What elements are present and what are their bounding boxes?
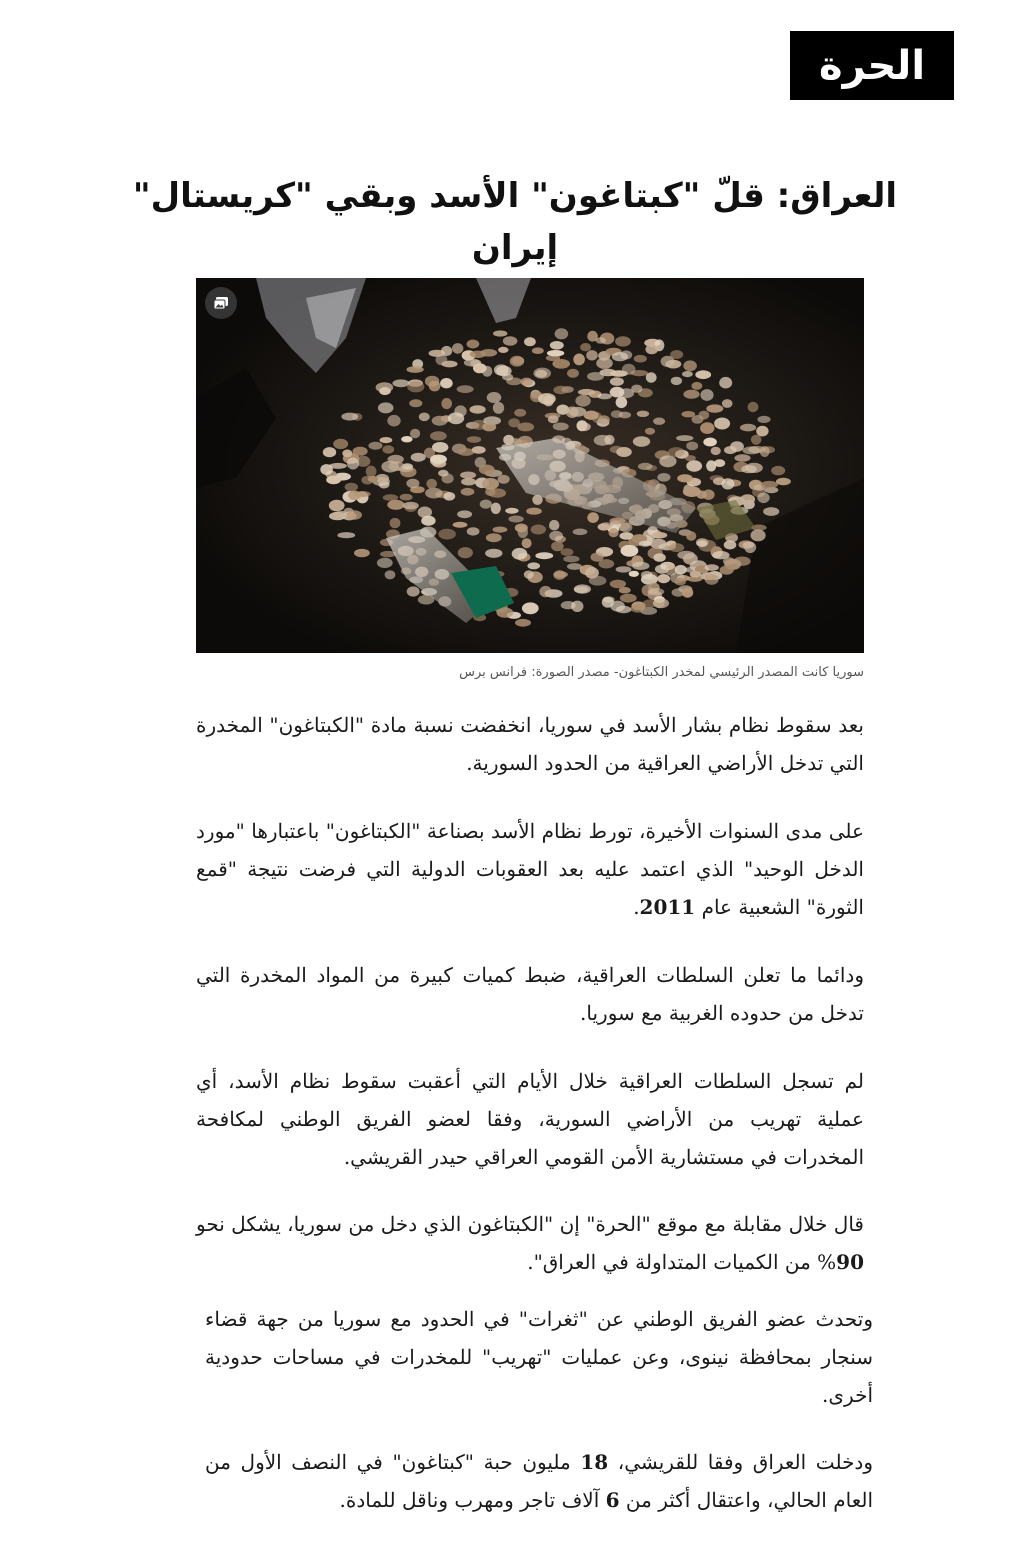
paragraph-7-middle: مليون حبة "كبتاغون" في النصف الأول من العام الحالي، واعتقال أكثر من — [205, 1450, 873, 1512]
pills-count-value: 18 — [580, 1450, 609, 1474]
captagon-pills-photo — [196, 278, 864, 653]
image-caption: سوريا كانت المصدر الرئيسي لمخدر الكبتاغون- مصدر الصورة: فرانس برس — [459, 665, 864, 680]
paragraph-5 — [196, 1205, 864, 1281]
gallery-icon[interactable] — [205, 287, 237, 319]
percent-value: 90 — [836, 1250, 864, 1274]
year-value: 2011 — [639, 895, 696, 919]
paragraph-6: وتحدث عضو الفريق الوطني عن "ثغرات" في الحدود مع سوريا من جهة قضاء سنجار بمحافظة نينوى، وعن عمليات "تهريب" للمخدرات في مساحات حدودية أخرى. — [205, 1307, 873, 1407]
image-icon — [214, 297, 228, 309]
paragraph-2-text: على مدى السنوات الأخيرة، تورط نظام الأسد بصناعة "الكبتاغون" باعتبارها "مورد الدخل الوحيد" الذي اعتمد عليه بعد العقوبات الدولية التي فرضت نتيجة "قمع الثورة" الشعبية عام — [196, 819, 864, 919]
paragraph-4: لم تسجل السلطات العراقية خلال الأيام التي أعقبت سقوط نظام الأسد، أي عملية تهريب من الأراضي السورية، وفقا لعضو الفريق الوطني لمكافحة المخدرات في مستشارية الأمن القومي العراقي حيدر القريشي. — [196, 1069, 864, 1169]
paragraph-2 — [196, 812, 864, 926]
site-logo[interactable] — [790, 31, 954, 100]
paragraph-5-end: % من الكميات المتداولة في العراق". — [527, 1250, 837, 1274]
article-title: العراق: قلّ "كبتاغون" الأسد وبقي "كريستال" إيران — [132, 176, 898, 268]
paragraph-1: بعد سقوط نظام بشار الأسد في سوريا، انخفضت نسبة مادة "الكبتاغون" المخدرة التي تدخل الأراضي العراقية من الحدود السورية. — [196, 713, 864, 775]
paragraph-3: ودائما ما تعلن السلطات العراقية، ضبط كميات كبيرة من المواد المخدرة التي تدخل من حدوده الغربية مع سوريا. — [196, 963, 864, 1025]
paragraph-7 — [205, 1443, 873, 1519]
arrests-count-value: 6 — [605, 1488, 620, 1512]
paragraph-7-text: ودخلت العراق وفقا للقريشي، — [608, 1450, 873, 1474]
logo-text: الحرة — [818, 42, 926, 89]
paragraph-5-text: قال خلال مقابلة مع موقع "الحرة" إن "الكبتاغون الذي دخل من سوريا، يشكل نحو — [196, 1212, 864, 1236]
paragraph-2-end: . — [633, 895, 640, 919]
paragraph-7-end: آلاف تاجر ومهرب وناقل للمادة. — [339, 1488, 606, 1512]
article-image[interactable] — [196, 278, 864, 653]
